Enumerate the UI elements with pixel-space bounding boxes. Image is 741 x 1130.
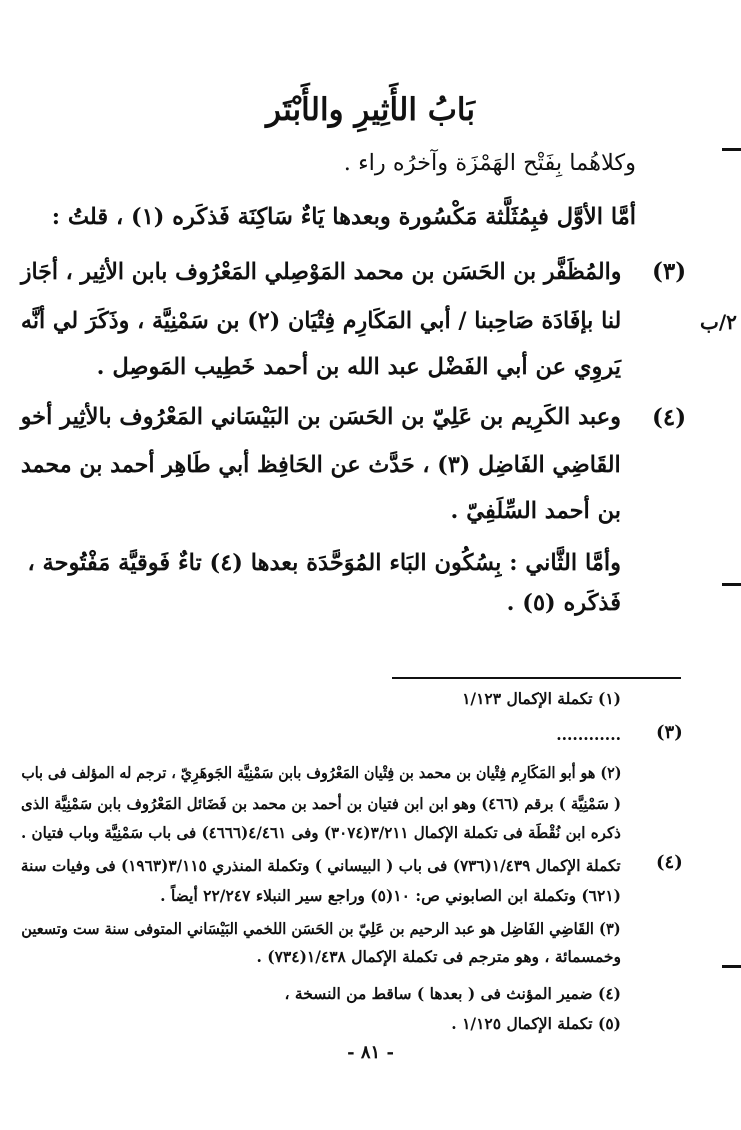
footnote-3-dots: ............ bbox=[556, 725, 621, 744]
scan-edge-mark bbox=[722, 583, 741, 586]
entry-3-number: (٣) bbox=[652, 258, 687, 285]
footnote-3-marker: (٣) bbox=[656, 722, 683, 743]
footnote-3-line-1: (٣) القَاضِي الفَاضِل هو عبد الرحيم بن عَلِيّ بن الحَسَن اللخمي البَيْسَاني المتوفى سنة ست وتسعين bbox=[21, 919, 621, 938]
footnote-separator bbox=[392, 677, 681, 679]
entry-4-line-1: وعبد الكَرِيم بن عَلِيّ بن الحَسَن بن البَيْسَاني المَعْرُوف بالأثِير أخو bbox=[20, 404, 621, 430]
entry-4-number: (٤) bbox=[652, 404, 687, 431]
intro-line: وكلاهُما بِفَتْح الهَمْزَة وآخرُه راء . bbox=[343, 150, 636, 176]
folio-margin-note: ٢/ب bbox=[700, 310, 737, 334]
entry-3-line-2: لنا بإفَادَة صَاحِبنا / أبي المَكَارِم فِتْيَان (٢) بن سَمْنِيَّة ، وذَكَرَ لي أنَّه bbox=[20, 308, 621, 334]
footnote-5: (٥) تكملة الإكمال ١/١٢٥ . bbox=[451, 1014, 621, 1033]
footnote-2-line-3: ذكره ابن نُقْطَة فى تكملة الإكمال ٣/٢١١(٣٠٧٤) وفى ٤/٤٦١(٤٦٦٦) فى باب سَمْنِيَّة وباب فتيان . bbox=[21, 823, 621, 842]
footnote-4b-line-2: (٦٢١) وتكملة ابن الصابوني ص: ١٠(٥) وراجع سير النبلاء ٢٢/٢٤٧ أيضاً . bbox=[160, 886, 621, 905]
first-part-line: أمَّا الأوَّل فبِمُثَلَّثة مَكْسُورة وبعدها يَاءٌ سَاكِنَة فَذكَره (١) ، قلتُ : bbox=[51, 204, 636, 230]
scan-edge-mark bbox=[722, 148, 741, 151]
scan-edge-mark bbox=[722, 965, 741, 968]
second-part-line-1: وأمَّا الثَّاني : بِسُكُون البَاء المُوَحَّدَة بعدها (٤) تاءٌ فَوقيَّة مَفْتُوحة ، bbox=[27, 550, 621, 576]
entry-3-line-3: يَروِي عن أبي الفَضْل عبد الله بن أحمد خَطِيب المَوصِل . bbox=[96, 354, 621, 380]
page-number: - ٨١ - bbox=[347, 1042, 394, 1063]
footnote-4b-marker: (٤) bbox=[656, 852, 683, 873]
footnote-2-line-2: ( سَمْنِيَّة ) برقم (٤٦٦) وهو ابن ابن فتيان بن أحمد بن محمد بن فَضَائل المَعْرُوف بابن سَمْنِيَّة الذى bbox=[20, 794, 621, 813]
entry-3-line-1: والمُظَفَّر بن الحَسَن بن محمد المَوْصِلي المَعْرُوف بابن الأثِير ، أجَاز bbox=[20, 259, 621, 285]
footnote-1: (١) تكملة الإكمال ١/١٢٣ bbox=[462, 689, 621, 708]
footnote-4b-line-1: تكملة الإكمال ١/٤٣٩(٧٣٦) فى باب ( البيساني ) وتكملة المنذري ٣/١١٥(١٩٦٣) فى وفيات سنة bbox=[21, 856, 621, 875]
footnote-3-line-2: وخمسمائة ، وهو مترجم فى تكملة الإكمال ١/٤٣٨(٧٣٤) . bbox=[256, 947, 621, 966]
entry-4-line-3: بن أحمد السِّلَفِيّ . bbox=[450, 498, 621, 524]
entry-4-line-2: القَاضِي الفَاضِل (٣) ، حَدَّث عن الحَافِظ أبي طَاهِر أحمد بن محمد bbox=[21, 452, 621, 478]
second-part-line-2: فَذكَره (٥) . bbox=[506, 590, 621, 616]
footnote-2-line-1: (٢) هو أبو المَكَارِم فِتْيان بن محمد بن فِتْيان المَعْرُوف بابن سَمْنِيَّة الجَوهَرِيّ ، ترجم له المؤلف فى باب bbox=[20, 763, 621, 782]
footnote-4: (٤) ضمير المؤنث فى ( بعدها ) ساقط من النسخة ، bbox=[284, 984, 621, 1003]
chapter-title: بَابُ الأَثِيرِ والأَبْتَر bbox=[266, 92, 475, 128]
